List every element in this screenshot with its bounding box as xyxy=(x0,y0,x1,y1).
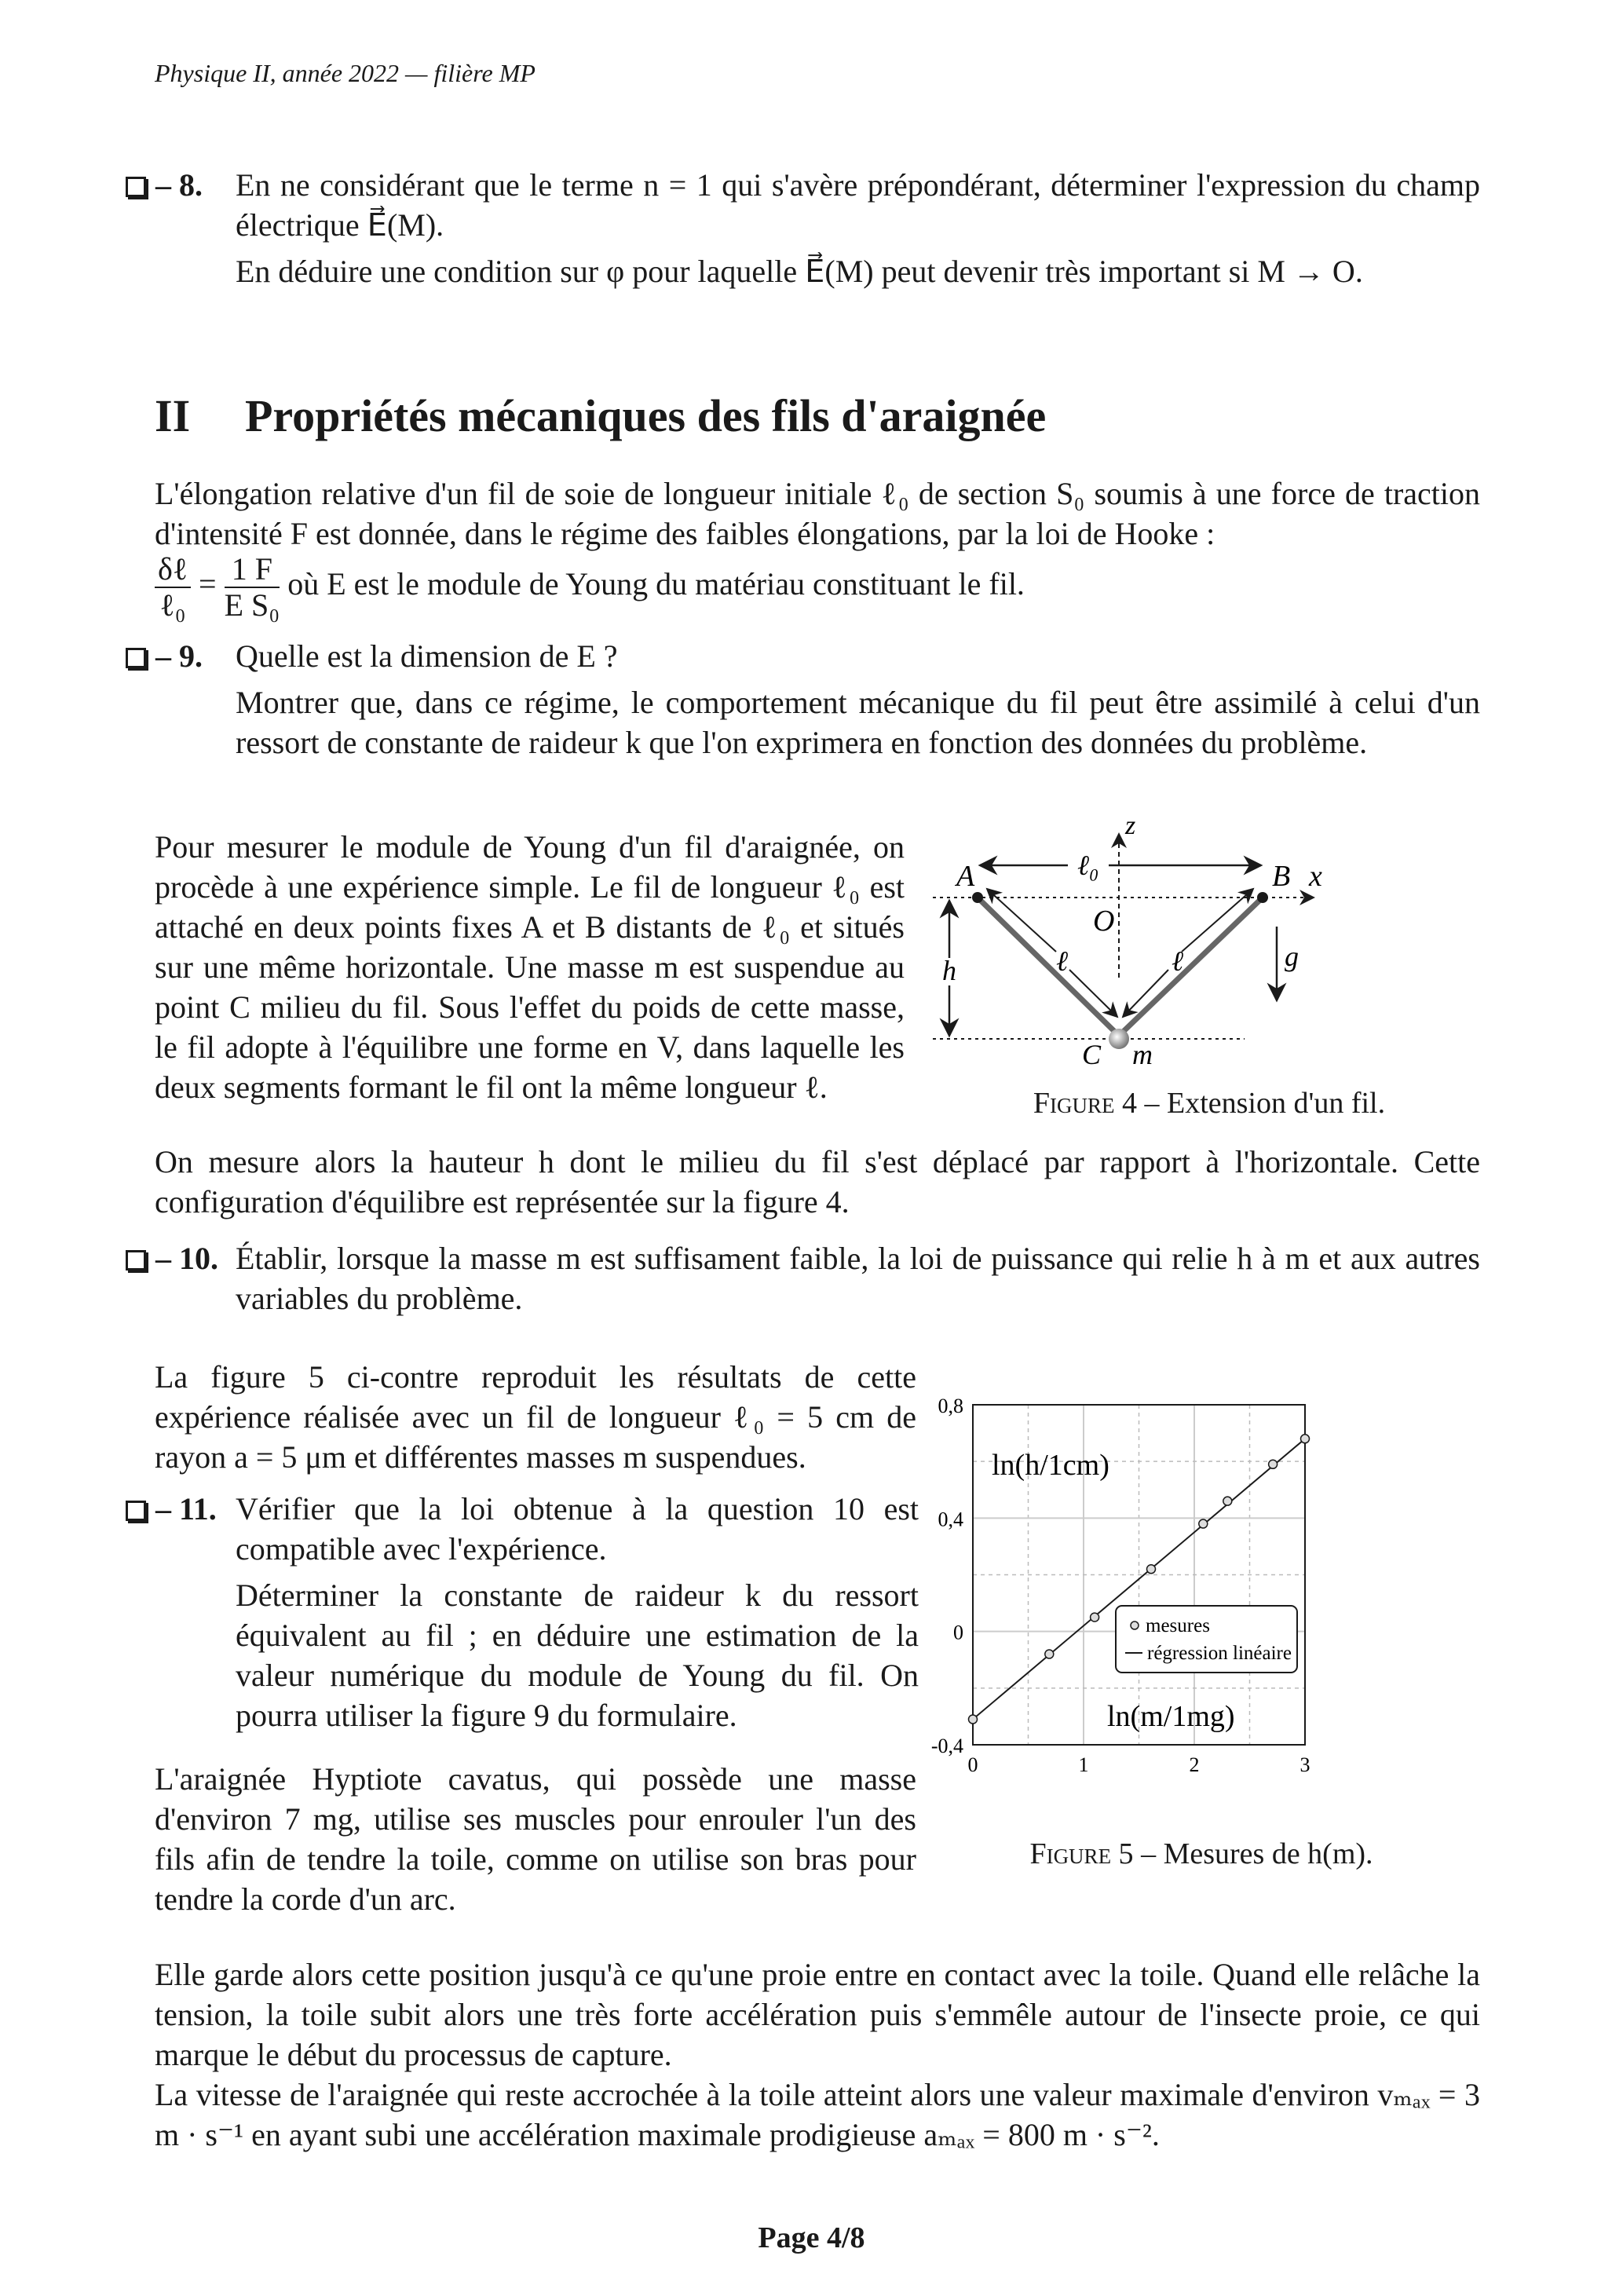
point-b xyxy=(1257,892,1268,903)
figure-4-caption xyxy=(927,1084,1492,1124)
checkbox-icon xyxy=(126,648,146,668)
hyptiote-paragraph: L'araignée Hyptiote cavatus, qui possède une masse d'environ 7 mg, utilise ses muscles pour enrouler l'un des fils afin de tendre la toile, comme on utilise son bras pour tendre la corde d'un arc. xyxy=(155,1761,916,1917)
label-h: h xyxy=(942,955,956,986)
label-o: O xyxy=(1093,905,1115,938)
label-c: C xyxy=(1082,1039,1102,1070)
intro-text: L'élongation relative d'un fil de soie de longueur initiale ℓ₀ de section S₀ soumis à une force de traction d'intensité F est donnée, dans le régime des faibles élongations, par la loi de Hooke : xyxy=(155,476,1480,551)
data-point xyxy=(1091,1613,1099,1621)
y-tick-label: 0,8 xyxy=(938,1395,963,1417)
data-point xyxy=(969,1715,978,1724)
final-text-2: La vitesse de l'araignée qui reste accrochée à la toile atteint alors une valeur maximale d'environ vₘₐₓ = 3 m · s⁻¹ en ayant subi une accélération maximale prodigieuse aₘₐₓ = 800 m · s⁻². xyxy=(155,2077,1480,2152)
wire-right xyxy=(1119,898,1263,1036)
figure-5-chart xyxy=(927,1382,1476,1806)
data-point xyxy=(1147,1565,1156,1574)
y-axis-label: ln(h/1cm) xyxy=(992,1449,1109,1482)
checkbox-icon xyxy=(126,1501,146,1521)
caption-text: – Extension d'un fil. xyxy=(1137,1087,1386,1120)
question-10 xyxy=(126,1238,1480,1325)
denominator: ℓ₀ xyxy=(159,587,186,623)
data-point xyxy=(1223,1497,1232,1505)
denominator: E S₀ xyxy=(224,587,280,623)
label-b: B xyxy=(1272,860,1291,893)
label-a: A xyxy=(956,860,975,893)
data-point xyxy=(1301,1435,1310,1443)
question-number: – 9. xyxy=(155,638,203,674)
x-tick-label: 0 xyxy=(967,1753,978,1776)
label-m: m xyxy=(1132,1039,1153,1070)
question-text: En ne considérant que le terme n = 1 qui s'avère prépondérant, déterminer l'expression du champ électrique E⃗(M). xyxy=(236,167,1480,243)
caption-prefix: Figure 5 xyxy=(1029,1837,1134,1870)
caption-text: – Mesures de h(m). xyxy=(1133,1837,1373,1870)
label-z: z xyxy=(1125,817,1136,840)
label-l0: ℓ₀ xyxy=(1077,850,1099,881)
label-l: ℓ xyxy=(1056,945,1068,977)
data-point xyxy=(1269,1460,1278,1468)
intro-paragraph xyxy=(155,473,1480,623)
numerator: 1 F xyxy=(225,552,280,588)
equals: = xyxy=(199,566,217,602)
mass-ball xyxy=(1109,1029,1129,1049)
section-heading xyxy=(155,389,1046,444)
numerator: δℓ xyxy=(155,552,191,588)
x-tick-label: 1 xyxy=(1078,1753,1089,1776)
question-number: – 8. xyxy=(155,167,203,203)
checkbox-icon xyxy=(126,1250,146,1270)
figure5-paragraph: La figure 5 ci-contre reproduit les résultats de cette expérience réalisée avec un fil de longueur ℓ₀ = 5 cm de rayon a = 5 μm et différentes masses m suspendues. xyxy=(155,1359,916,1475)
question-text: Établir, lorsque la masse m est suffisament faible, la loi de puissance qui relie h à m et aux autres variables du problème. xyxy=(236,1241,1480,1316)
data-point xyxy=(1199,1519,1208,1528)
y-tick-label: -0,4 xyxy=(930,1735,963,1757)
section-title: Propriétés mécaniques des fils d'araignée xyxy=(245,390,1047,441)
question-text: Quelle est la dimension de E ? xyxy=(236,638,618,674)
question-number: – 10. xyxy=(155,1241,218,1276)
x-tick-label: 3 xyxy=(1299,1753,1310,1776)
label-l: ℓ xyxy=(1172,945,1183,977)
question-text: Déterminer la constante de raideur k du ressort équivalent au fil ; en déduire une estimation de la valeur numérique du module de Young du fil. On pourra utiliser la figure 9 du formulaire. xyxy=(236,1578,919,1733)
checkbox-icon xyxy=(126,177,146,197)
section-number: II xyxy=(155,390,191,441)
figure4-paragraph: Pour mesurer le module de Young d'un fil d'araignée, on procède à une expérience simple. Le fil de longueur ℓ₀ est attaché en deux points fixes A et B distants de ℓ₀ et situés sur une même horizontale. Une masse m est suspendue au point C milieu du fil. Sous l'effet du poids de cette masse, le fil adopte à l'équilibre une forme en V, dans laquelle les deux segments formant le fil ont la même longueur ℓ. xyxy=(155,829,905,1105)
caption-prefix: Figure 4 xyxy=(1033,1087,1137,1120)
final-text-1: Elle garde alors cette position jusqu'à ce qu'une proie entre en contact avec la toile. Quand elle relâche la tension, la toile subit alors une très forte accélération puis s'emmêle autour de l'insecte proie, ce qui marque le début du processus de capture. xyxy=(155,1957,1480,2072)
figure-5-caption xyxy=(927,1834,1476,1874)
figure4-paragraph-2: On mesure alors la hauteur h dont le milieu du fil s'est déplacé par rapport à l'horizontale. Cette configuration d'équilibre est représentée sur la figure 4. xyxy=(155,1144,1480,1219)
point-a xyxy=(972,892,983,903)
data-point xyxy=(1045,1650,1054,1658)
label-g: g⃗ xyxy=(1285,941,1321,972)
question-text: Vérifier que la loi obtenue à la question 10 est compatible avec l'expérience. xyxy=(236,1491,919,1567)
y-tick-label: 0 xyxy=(953,1621,963,1644)
label-x: x xyxy=(1309,860,1322,893)
question-text: En déduire une condition sur φ pour laquelle E⃗(M) peut devenir très important si M → O. xyxy=(236,254,1363,289)
page-number: Page 4/8 xyxy=(758,2221,865,2254)
running-header: Physique II, année 2022 — filière MP xyxy=(155,59,536,87)
final-paragraph xyxy=(155,1954,1480,2155)
y-tick-label: 0,4 xyxy=(938,1508,963,1531)
legend-label: régression linéaire xyxy=(1147,1643,1292,1664)
fraction xyxy=(225,552,280,623)
legend-label: mesures xyxy=(1146,1615,1210,1636)
legend-marker xyxy=(1131,1621,1139,1629)
intro-tail: où E est le module de Young du matériau constituant le fil. xyxy=(287,566,1025,602)
question-8 xyxy=(126,165,1480,298)
x-tick-label: 2 xyxy=(1189,1753,1200,1776)
fraction xyxy=(155,552,191,623)
question-number: – 11. xyxy=(155,1491,217,1526)
question-9 xyxy=(126,636,1480,769)
question-text: Montrer que, dans ce régime, le comportement mécanique du fil peut être assimilé à celui d'un ressort de constante de raideur k que l'on exprimera en fonction des données du problème. xyxy=(236,685,1480,760)
x-axis-label: ln(m/1mg) xyxy=(1107,1700,1235,1733)
question-11 xyxy=(126,1489,919,1742)
